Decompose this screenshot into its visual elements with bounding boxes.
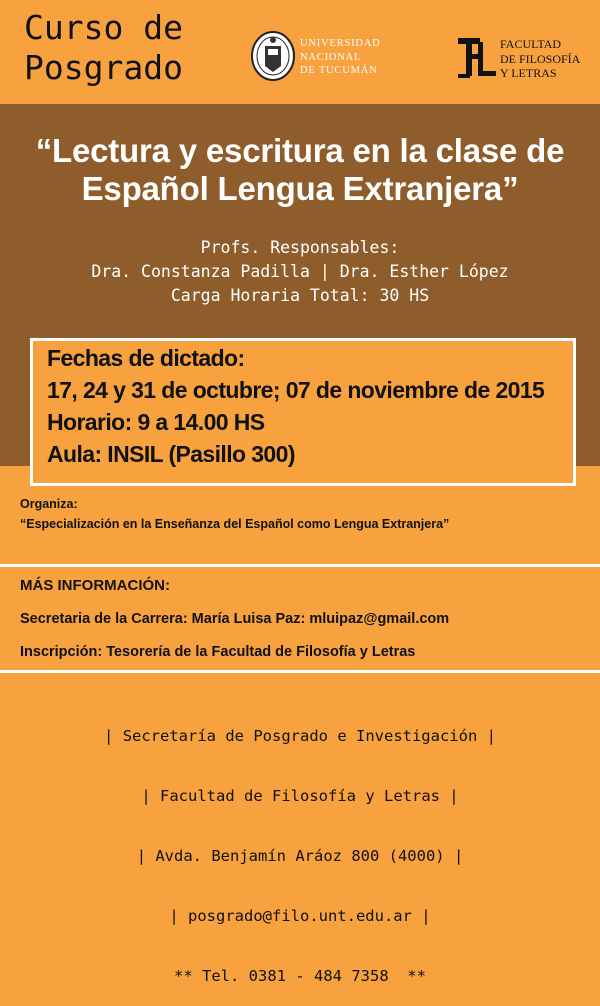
organizer-name: “Especialización en la Enseñanza del Español como Lengua Extranjera” — [20, 517, 450, 531]
footer-line-2: | Facultad de Filosofía y Letras | — [141, 787, 459, 805]
inscripcion-line: Inscripción: Tesorería de la Facultad de Filosofía y Letras — [20, 644, 416, 660]
ffyl-line-3: Y LETRAS — [500, 66, 557, 80]
footer-line-1: | Secretaría de Posgrado e Investigación | — [104, 727, 496, 745]
unt-name — [300, 37, 381, 78]
course-type-heading — [24, 8, 183, 88]
divider-bottom — [0, 670, 600, 673]
ffyl-line-1: FACULTAD — [500, 37, 562, 51]
footer-line-4: | posgrado@filo.unt.edu.ar | — [169, 907, 431, 925]
unt-line-3: DE TUCUMÁN — [300, 65, 378, 76]
organizer-block — [20, 494, 449, 534]
schedule-dates: 17, 24 y 31 de octubre; 07 de noviembre de 2015 — [47, 377, 545, 403]
course-title — [0, 132, 600, 208]
more-info-block — [20, 576, 449, 662]
title-line-2: Español Lengua Extranjera” — [81, 170, 519, 207]
secretaria-line: Secretaria de la Carrera: María Luisa Paz: mluipaz@gmail.com — [20, 611, 450, 627]
ffyl-name — [500, 37, 580, 81]
contact-footer — [0, 686, 600, 1006]
divider-top — [0, 564, 600, 567]
ffyl-logo-icon — [454, 34, 498, 80]
schedule-heading: Fechas de dictado: — [47, 345, 245, 371]
curso-line-2: Posgrado — [24, 48, 183, 87]
unt-line-1: UNIVERSIDAD — [300, 38, 381, 49]
course-hours: Carga Horaria Total: 30 HS — [170, 286, 430, 305]
professors-block — [0, 236, 600, 308]
schedule-box — [30, 338, 576, 486]
schedule-time: Horario: 9 a 14.00 HS — [47, 409, 265, 435]
organizer-label: Organiza: — [20, 497, 78, 511]
footer-line-5: ** Tel. 0381 - 484 7358 ** — [174, 967, 426, 985]
profs-label: Profs. Responsables: — [200, 238, 400, 257]
unt-line-2: NACIONAL — [300, 51, 362, 63]
more-info-title: MÁS INFORMACIÓN: — [20, 577, 170, 594]
profs-names: Dra. Constanza Padilla | Dra. Esther López — [91, 262, 509, 281]
header — [0, 0, 600, 104]
footer-line-3: | Avda. Benjamín Aráoz 800 (4000) | — [136, 847, 464, 865]
schedule-room: Aula: INSIL (Pasillo 300) — [47, 441, 295, 467]
curso-line-1: Curso de — [24, 8, 183, 47]
ffyl-line-2: DE FILOSOFÍA — [500, 51, 581, 66]
unt-seal-icon — [250, 30, 296, 82]
title-line-1: “Lectura y escritura en la clase de — [35, 132, 565, 169]
